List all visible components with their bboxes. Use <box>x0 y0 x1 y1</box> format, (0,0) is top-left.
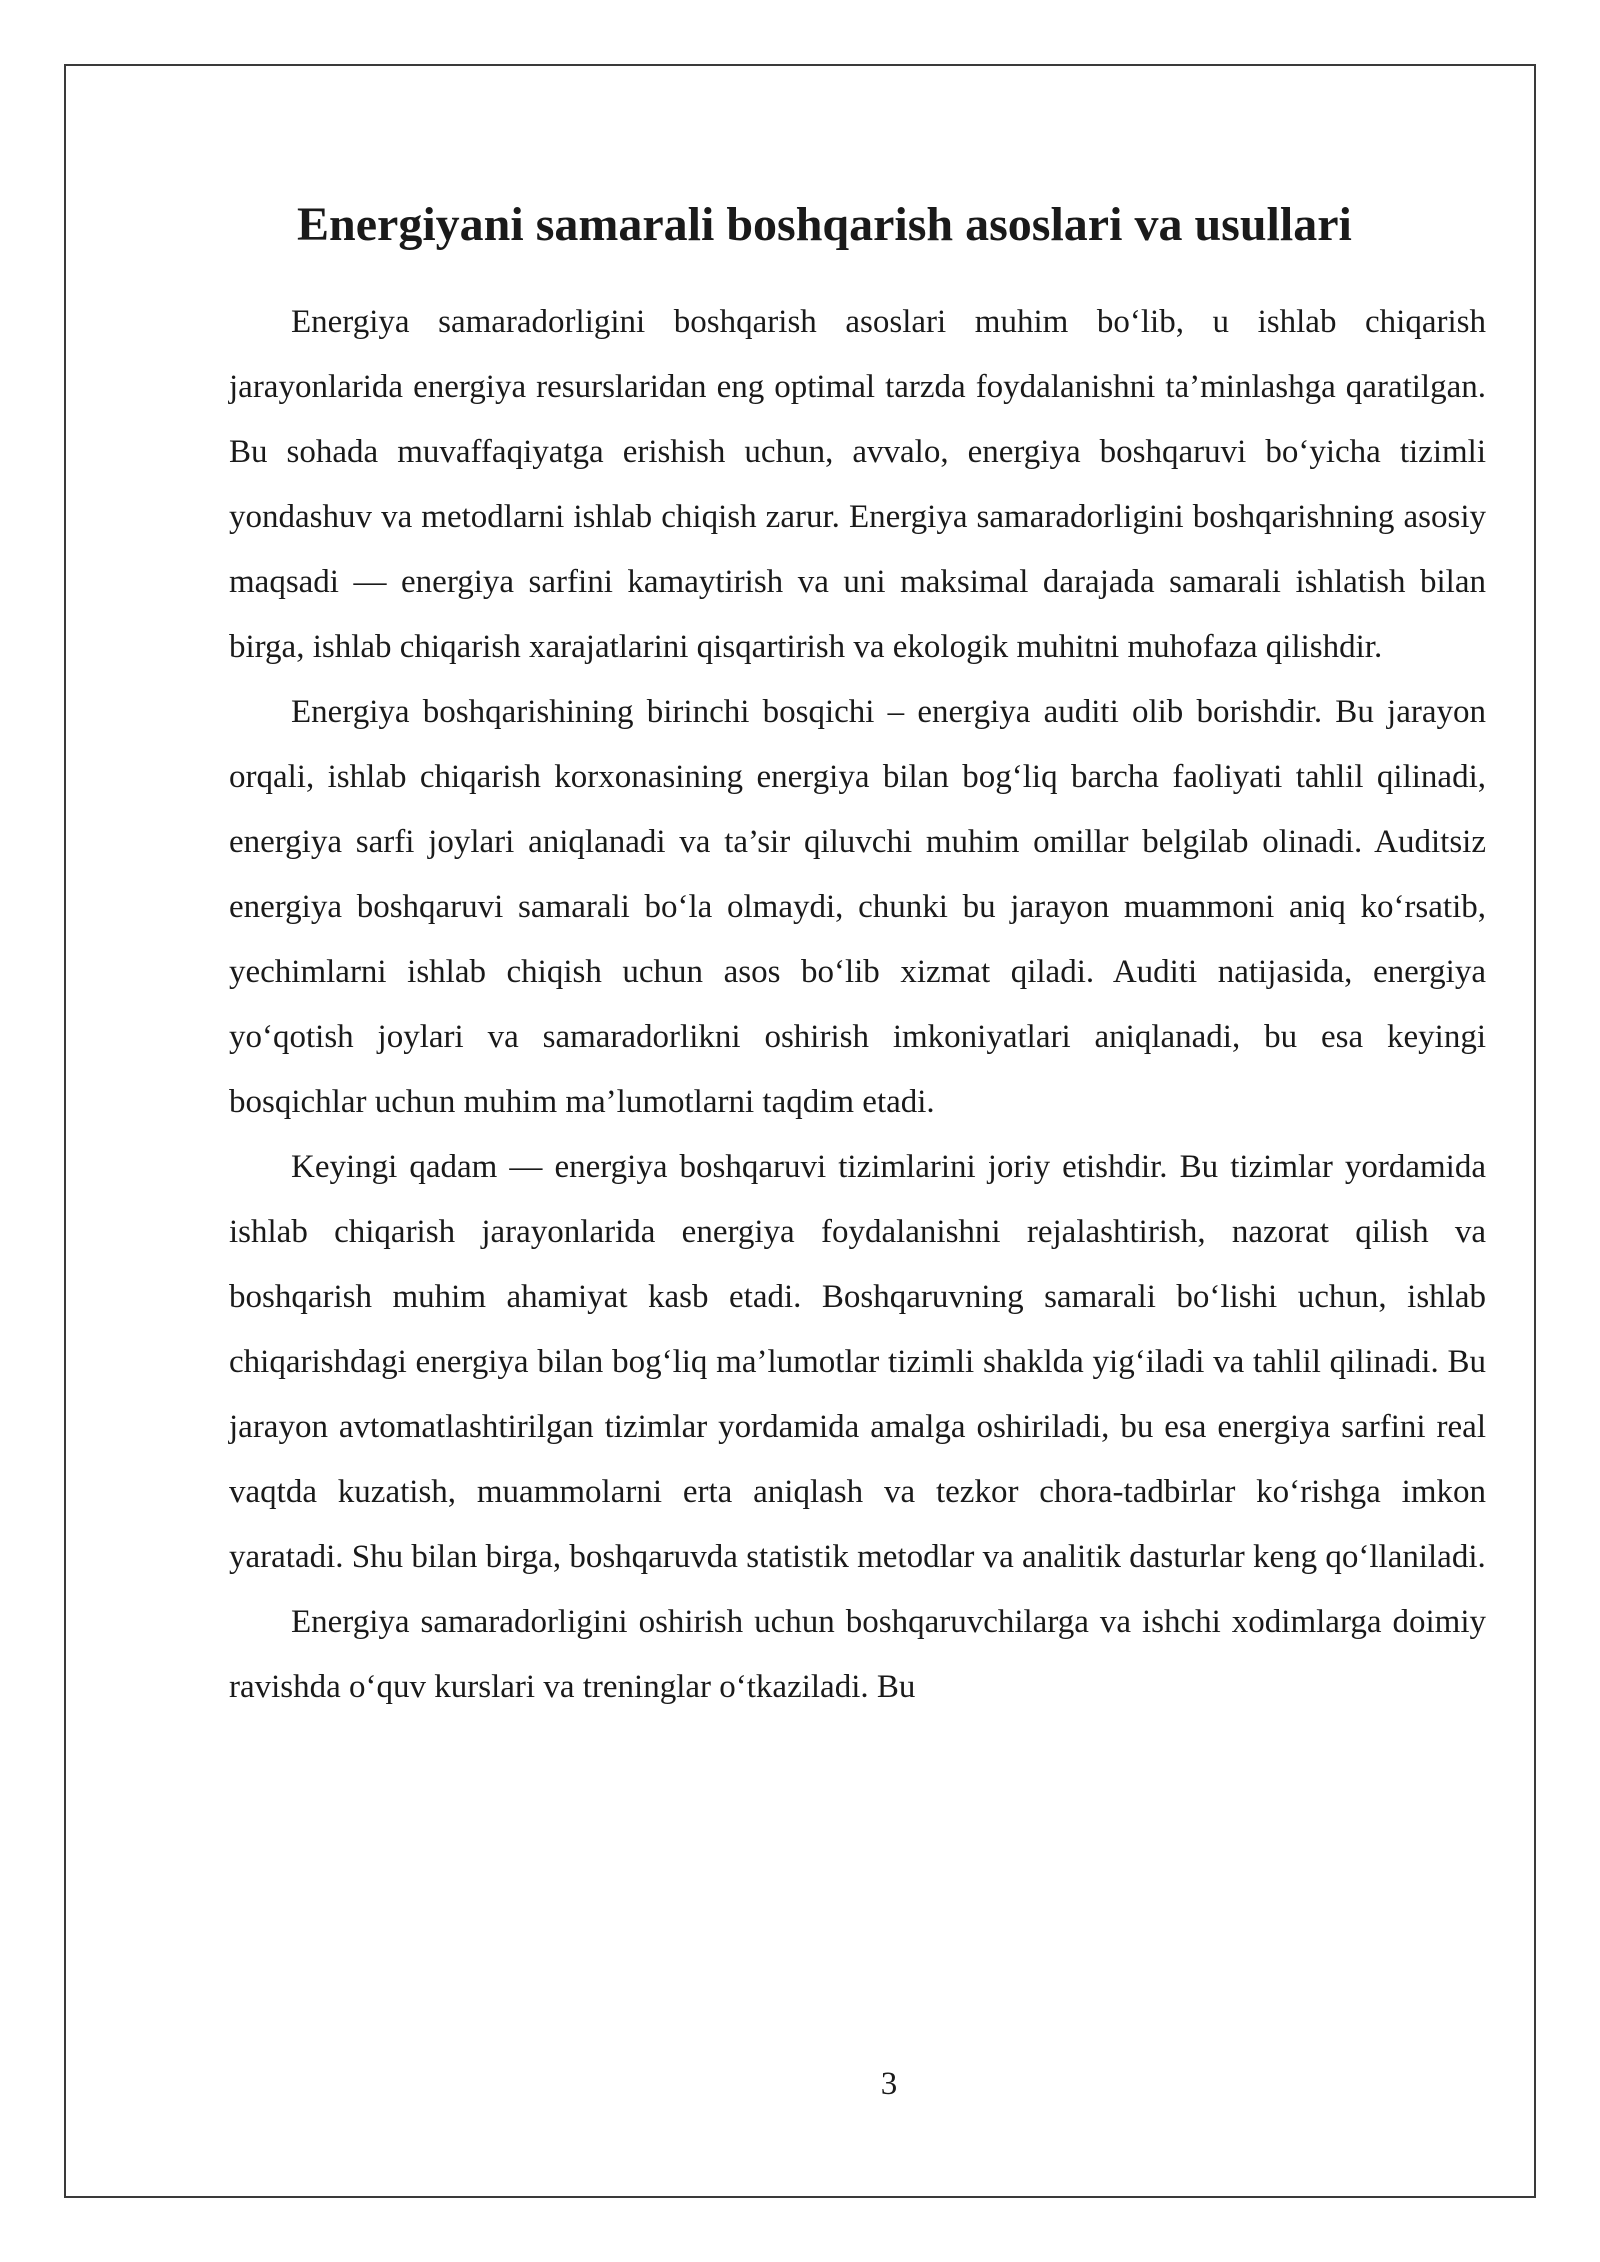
paragraph-1: Energiya samaradorligini boshqarish asoslari muhim bo‘lib, u ishlab chiqarish jarayonlarida energiya resurslaridan eng optimal tarzda foydalanishni ta’minlashga qaratilgan. Bu sohada muvaffaqiyatga erishish uchun, avvalo, energiya boshqaruvi bo‘yicha tizimli yondashuv va metodlarni ishlab chiqish zarur. Energiya samaradorligini boshqarishning asosiy maqsadi — energiya sarfini kamaytirish va uni maksimal darajada samarali ishlatish bilan birga, ishlab chiqarish xarajatlarini qisqartirish va ekologik muhitni muhofaza qilishdir. <box>229 303 1486 665</box>
document-title: Energiyani samarali boshqarish asoslari va usullari <box>297 198 1352 251</box>
paragraph-2: Energiya boshqarishining birinchi bosqichi – energiya auditi olib borishdir. Bu jarayon orqali, ishlab chiqarish korxonasining energiya bilan bog‘liq barcha faoliyati tahlil qilinadi, energiya sarfi joylari aniqlanadi va ta’sir qiluvchi muhim omillar belgilab olinadi. Auditsiz energiya boshqaruvi samarali bo‘la olmaydi, chunki bu jarayon muammoni aniq ko‘rsatib, yechimlarni ishlab chiqish uchun asos bo‘lib xizmat qiladi. Auditi natijasida, energiya yo‘qotish joylari va samaradorlikni oshirish imkoniyatlari aniqlanadi, bu esa keyingi bosqichlar uchun muhim ma’lumotlarni taqdim etadi. <box>229 693 1486 1120</box>
paragraph-4: Energiya samaradorligini oshirish uchun boshqaruvchilarga va ishchi xodimlarga doimiy ravishda o‘quv kurslari va treninglar o‘tkaziladi. Bu <box>229 1603 1486 1705</box>
paragraph-3: Keyingi qadam — energiya boshqaruvi tizimlarini joriy etishdir. Bu tizimlar yordamida ishlab chiqarish jarayonlarida energiya foydalanishni rejalashtirish, nazorat qilish va boshqarish muhim ahamiyat kasb etadi. Boshqaruvning samarali bo‘lishi uchun, ishlab chiqarishdagi energiya bilan bog‘liq ma’lumotlar tizimli shaklda yig‘iladi va tahlil qilinadi. Bu jarayon avtomatlashtirilgan tizimlar yordamida amalga oshiriladi, bu esa energiya sarfini real vaqtda kuzatish, muammolarni erta aniqlash va tezkor chora-tadbirlar ko‘rishga imkon yaratadi. Shu bilan birga, boshqaruvda statistik metodlar va analitik dasturlar keng qo‘llaniladi. <box>229 1148 1486 1575</box>
page-number: 3 <box>880 2066 898 2102</box>
document-body <box>229 196 1486 1720</box>
